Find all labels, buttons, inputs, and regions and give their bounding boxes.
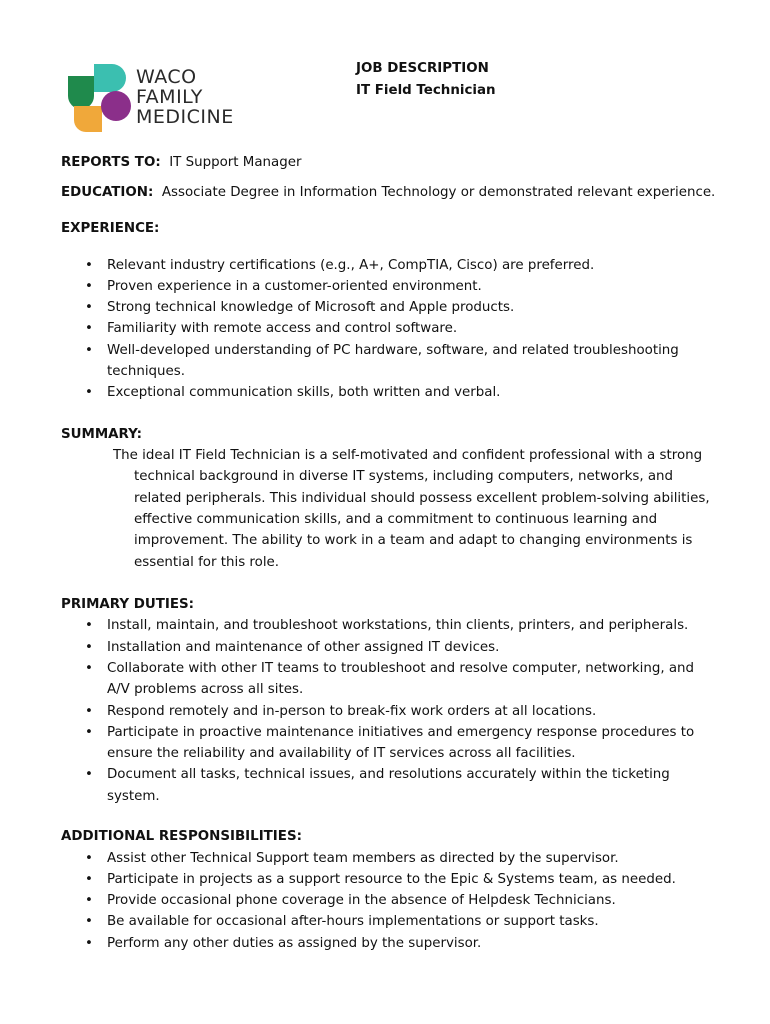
list-item: • Well-developed understanding of PC hardware, software, and related troubleshooting techniques. [61,340,721,383]
list-item: • Participate in projects as a support resource to the Epic & Systems team, as needed. [61,869,721,890]
list-item: • Exceptional communication skills, both written and verbal. [61,382,721,403]
reports-to-field [61,152,721,174]
list-item: • Respond remotely and in-person to break-fix work orders at all locations. [61,701,721,722]
document-body [61,152,721,954]
additional-responsibilities-heading: ADDITIONAL RESPONSIBILITIES: [61,829,302,845]
list-item: • Provide occasional phone coverage in the absence of Helpdesk Technicians. [61,890,721,911]
education-field [61,182,721,204]
list-item: • Perform any other duties as assigned by the supervisor. [61,933,721,954]
summary-text: The ideal IT Field Technician is a self-motivated and confident professional with a strong technical background in diverse IT systems, including computers, networks, and related peripherals. This individual should possess excellent problem-solving abilities, effective communication skills, and a commitment to continuous learning and improvement. The ability to work in a team and adapt to changing environments is essential for this role. [113,448,710,570]
document-header [356,58,496,102]
list-item: • Document all tasks, technical issues, and resolutions accurately within the ticketing system. [61,764,721,807]
education-label: EDUCATION: [61,184,154,200]
logo-line-3: MEDICINE [136,106,234,128]
list-item: • Strong technical knowledge of Microsoft and Apple products. [61,297,721,318]
logo-line-1: WACO [136,66,197,88]
document-type: JOB DESCRIPTION [356,61,489,76]
additional-responsibilities-list [61,848,721,954]
reports-to-value: IT Support Manager [169,155,302,170]
logo-wordmark [136,67,234,127]
summary-heading: SUMMARY: [61,426,142,442]
list-item: • Proven experience in a customer-oriented environment. [61,276,721,297]
education-value: Associate Degree in Information Technology or demonstrated relevant experience. [161,184,716,200]
experience-list [61,255,721,404]
list-item: • Familiarity with remote access and control software. [61,318,721,339]
primary-duties-heading: PRIMARY DUTIES: [61,596,194,612]
list-item: • Installation and maintenance of other assigned IT devices. [61,637,721,658]
reports-to-label: REPORTS TO: [61,155,161,170]
job-title: IT Field Technician [356,83,496,98]
primary-duties-list [61,615,721,807]
list-item: • Participate in proactive maintenance initiatives and emergency response procedures to ensure the reliability and availability of IT services across all facilities. [61,722,721,765]
experience-heading: EXPERIENCE: [61,221,160,236]
company-logo [64,62,234,134]
list-item: • Assist other Technical Support team members as directed by the supervisor. [61,848,721,869]
list-item: • Install, maintain, and troubleshoot workstations, thin clients, printers, and peripherals. [61,615,721,636]
list-item: • Relevant industry certifications (e.g., A+, CompTIA, Cisco) are preferred. [61,255,721,276]
logo-line-2: FAMILY [136,86,203,108]
list-item: • Be available for occasional after-hours implementations or support tasks. [61,911,721,932]
list-item: • Collaborate with other IT teams to troubleshoot and resolve computer, networking, and A/V problems across all sites. [61,658,721,701]
logo-mark-icon [64,62,136,134]
